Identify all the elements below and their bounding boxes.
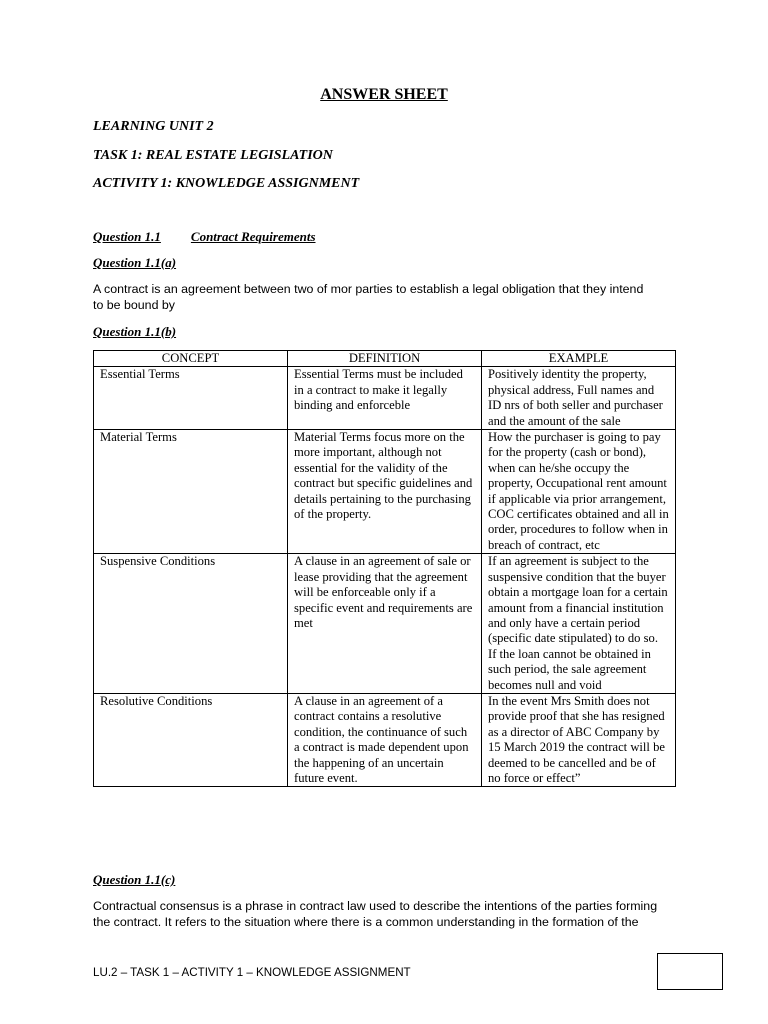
definition-cell: Material Terms focus more on the more important, although not essential for the validity of the contract but specific guidelines and details pertaining to the purchasing of the property. — [288, 430, 482, 554]
question-1-1c-heading — [93, 872, 175, 888]
table-row — [94, 554, 676, 694]
question-1-1b-label: Question 1.1(b) — [93, 324, 177, 339]
table-row — [94, 430, 676, 554]
task-heading: TASK 1: REAL ESTATE LEGISLATION — [93, 148, 333, 163]
concept-cell: Suspensive Conditions — [94, 554, 288, 694]
answer-line: to be bound by — [93, 298, 175, 312]
concept-cell: Resolutive Conditions — [94, 693, 288, 786]
answer-line: Contractual consensus is a phrase in contract law used to describe the intentions of the parties forming — [93, 899, 658, 913]
question-1-1a-answer — [93, 281, 677, 313]
column-header-example: EXAMPLE — [482, 351, 676, 367]
table-row — [94, 367, 676, 430]
answer-line: the contract. It refers to the situation where there is a common understanding in the formation of the — [93, 915, 639, 929]
table-row — [94, 693, 676, 786]
example-cell: In the event Mrs Smith does not provide proof that she has resigned as a director of ABC Company by 15 March 2019 the contract will be deemed to be cancelled and be of no force or effect” — [482, 693, 676, 786]
example-cell: If an agreement is subject to the suspensive condition that the buyer obtain a mortgage loan for a certain amount from a financial institution and only have a certain period (specific date stipulated) to do so. If the loan cannot be obtained in such period, the sale agreement becomes null and void — [482, 554, 676, 694]
activity-heading: ACTIVITY 1: KNOWLEDGE ASSIGNMENT — [93, 176, 360, 191]
question-1-1-heading — [93, 229, 316, 245]
question-1-1b-heading — [93, 324, 176, 340]
definition-cell: A clause in an agreement of a contract contains a resolutive condition, the continuance of such a contract is made dependent upon the happening of an uncertain future event. — [288, 693, 482, 786]
page-number-box — [657, 953, 723, 990]
column-header-concept: CONCEPT — [94, 351, 288, 367]
question-1-1a-label: Question 1.1(a) — [93, 255, 177, 270]
example-cell: Positively identity the property, physical address, Full names and ID nrs of both seller and purchaser and the amount of the sale — [482, 367, 676, 430]
contract-requirements-table — [93, 350, 676, 787]
question-1-1c-answer — [93, 898, 677, 930]
page-title: ANSWER SHEET — [320, 86, 448, 103]
definition-cell: Essential Terms must be included in a contract to make it legally binding and enforceble — [288, 367, 482, 430]
question-1-1-topic: Contract Requirements — [190, 229, 316, 244]
column-header-definition: DEFINITION — [288, 351, 482, 367]
question-1-1c-label: Question 1.1(c) — [93, 872, 176, 887]
learning-unit-heading: LEARNING UNIT 2 — [93, 119, 214, 134]
question-1-1-label: Question 1.1 — [93, 229, 161, 244]
page-footer: LU.2 – TASK 1 – ACTIVITY 1 – KNOWLEDGE ASSIGNMENT — [93, 966, 411, 979]
question-1-1a-heading — [93, 255, 176, 271]
concept-cell: Essential Terms — [94, 367, 288, 430]
answer-line: A contract is an agreement between two of mor parties to establish a legal obligation that they intend — [93, 282, 644, 296]
concept-cell: Material Terms — [94, 430, 288, 554]
definition-cell: A clause in an agreement of sale or lease providing that the agreement will be enforceable only if a specific event and requirements are met — [288, 554, 482, 694]
example-cell: How the purchaser is going to pay for the property (cash or bond), when can he/she occupy the property, Occupational rent amount if applicable via prior arrangement, COC certificates obtained and all in order, procedures to follow when in breach of contract, etc — [482, 430, 676, 554]
table-header-row — [94, 351, 676, 367]
